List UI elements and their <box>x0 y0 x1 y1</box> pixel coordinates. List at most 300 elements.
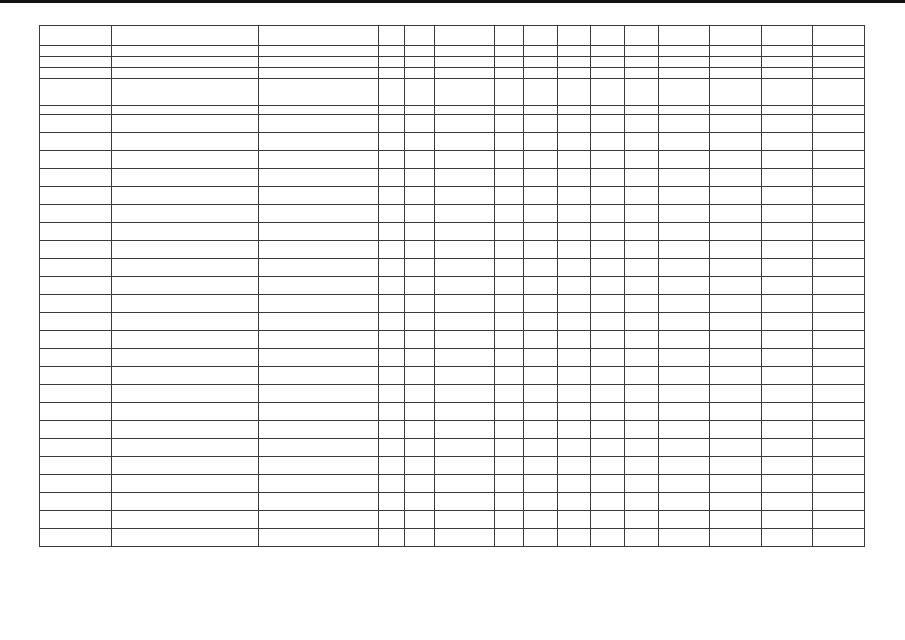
cell-code-d <box>625 349 659 367</box>
cell-code-c <box>591 241 625 259</box>
cell-description <box>111 151 258 169</box>
cell-sum-1 <box>658 79 710 106</box>
cell-grbs <box>378 475 405 493</box>
cell-code-d <box>625 511 659 529</box>
cell-code-a <box>524 133 558 151</box>
cell-sum-3 <box>761 68 813 79</box>
cell-target-article <box>434 493 495 511</box>
cell-expense-type <box>495 313 524 331</box>
cell-grbs <box>378 331 405 349</box>
cell-name <box>40 205 112 223</box>
table-row <box>40 223 865 241</box>
cell-code-d <box>625 259 659 277</box>
cell-code-b <box>557 295 591 313</box>
cell-section <box>405 57 434 68</box>
cell-code-a <box>524 511 558 529</box>
cell-code-d <box>625 313 659 331</box>
cell-target-article <box>434 241 495 259</box>
cell-executor <box>258 385 378 403</box>
cell-sum-1 <box>658 421 710 439</box>
cell-expense-type <box>495 68 524 79</box>
cell-code-b <box>557 79 591 106</box>
cell-code-a <box>524 79 558 106</box>
cell-sum-4 <box>813 493 865 511</box>
cell-sum-2 <box>710 277 762 295</box>
cell-executor <box>258 511 378 529</box>
cell-code-d <box>625 385 659 403</box>
cell-expense-type <box>495 241 524 259</box>
cell-section <box>405 169 434 187</box>
cell-sum-4 <box>813 223 865 241</box>
cell-sum-3 <box>761 223 813 241</box>
cell-code-c <box>591 385 625 403</box>
cell-expense-type <box>495 223 524 241</box>
table-row <box>40 106 865 115</box>
cell-expense-type <box>495 511 524 529</box>
cell-executor <box>258 241 378 259</box>
cell-code-d <box>625 68 659 79</box>
cell-code-b <box>557 151 591 169</box>
cell-description <box>111 259 258 277</box>
cell-sum-1 <box>658 151 710 169</box>
cell-code-d <box>625 295 659 313</box>
cell-sum-1 <box>658 259 710 277</box>
cell-sum-1 <box>658 106 710 115</box>
cell-section <box>405 493 434 511</box>
cell-sum-1 <box>658 187 710 205</box>
cell-name <box>40 403 112 421</box>
cell-sum-2 <box>710 46 762 57</box>
cell-grbs <box>378 367 405 385</box>
cell-code-b <box>557 457 591 475</box>
cell-target-article <box>434 511 495 529</box>
cell-sum-3 <box>761 106 813 115</box>
cell-code-b <box>557 277 591 295</box>
cell-target-article <box>434 295 495 313</box>
cell-code-d <box>625 106 659 115</box>
table-row <box>40 475 865 493</box>
cell-expense-type <box>495 46 524 57</box>
cell-sum-1 <box>658 133 710 151</box>
cell-code-a <box>524 313 558 331</box>
cell-description <box>111 57 258 68</box>
cell-sum-3 <box>761 475 813 493</box>
cell-target-article <box>434 277 495 295</box>
cell-code-c <box>591 475 625 493</box>
table-row <box>40 439 865 457</box>
cell-sum-4 <box>813 529 865 547</box>
cell-section <box>405 439 434 457</box>
cell-sum-1 <box>658 313 710 331</box>
cell-target-article <box>434 115 495 133</box>
cell-grbs <box>378 277 405 295</box>
cell-sum-1 <box>658 511 710 529</box>
cell-target-article <box>434 331 495 349</box>
cell-target-article <box>434 205 495 223</box>
cell-code-b <box>557 475 591 493</box>
table-row <box>40 511 865 529</box>
cell-sum-1 <box>658 403 710 421</box>
cell-description <box>111 241 258 259</box>
table-row <box>40 79 865 106</box>
cell-target-article <box>434 46 495 57</box>
cell-sum-1 <box>658 241 710 259</box>
cell-code-c <box>591 169 625 187</box>
cell-executor <box>258 187 378 205</box>
cell-sum-3 <box>761 46 813 57</box>
cell-name <box>40 169 112 187</box>
cell-sum-1 <box>658 331 710 349</box>
cell-code-a <box>524 169 558 187</box>
table-row <box>40 241 865 259</box>
cell-grbs <box>378 46 405 57</box>
cell-sum-3 <box>761 205 813 223</box>
cell-target-article <box>434 79 495 106</box>
cell-description <box>111 277 258 295</box>
cell-executor <box>258 223 378 241</box>
cell-grbs <box>378 79 405 106</box>
cell-sum-3 <box>761 367 813 385</box>
cell-sum-4 <box>813 241 865 259</box>
cell-grbs <box>378 313 405 331</box>
cell-name <box>40 106 112 115</box>
cell-code-d <box>625 26 659 46</box>
cell-grbs <box>378 205 405 223</box>
cell-sum-4 <box>813 106 865 115</box>
cell-sum-2 <box>710 439 762 457</box>
cell-section <box>405 457 434 475</box>
cell-sum-2 <box>710 457 762 475</box>
cell-section <box>405 403 434 421</box>
cell-sum-4 <box>813 68 865 79</box>
cell-sum-1 <box>658 439 710 457</box>
cell-code-b <box>557 367 591 385</box>
cell-sum-3 <box>761 511 813 529</box>
cell-target-article <box>434 529 495 547</box>
cell-section <box>405 79 434 106</box>
table-row <box>40 187 865 205</box>
cell-executor <box>258 439 378 457</box>
cell-expense-type <box>495 79 524 106</box>
cell-description <box>111 511 258 529</box>
cell-code-b <box>557 313 591 331</box>
cell-expense-type <box>495 106 524 115</box>
cell-code-a <box>524 68 558 79</box>
cell-expense-type <box>495 57 524 68</box>
cell-sum-2 <box>710 385 762 403</box>
cell-sum-2 <box>710 529 762 547</box>
cell-code-c <box>591 46 625 57</box>
cell-sum-2 <box>710 367 762 385</box>
cell-target-article <box>434 421 495 439</box>
cell-sum-3 <box>761 259 813 277</box>
cell-sum-2 <box>710 223 762 241</box>
cell-code-c <box>591 187 625 205</box>
cell-executor <box>258 106 378 115</box>
cell-grbs <box>378 151 405 169</box>
table-row <box>40 313 865 331</box>
table-row <box>40 349 865 367</box>
cell-grbs <box>378 349 405 367</box>
table-row <box>40 295 865 313</box>
cell-section <box>405 106 434 115</box>
cell-expense-type <box>495 259 524 277</box>
cell-sum-1 <box>658 385 710 403</box>
cell-sum-2 <box>710 205 762 223</box>
cell-target-article <box>434 68 495 79</box>
cell-sum-1 <box>658 367 710 385</box>
cell-code-c <box>591 68 625 79</box>
table-row <box>40 115 865 133</box>
cell-grbs <box>378 259 405 277</box>
cell-code-c <box>591 439 625 457</box>
cell-name <box>40 187 112 205</box>
cell-code-d <box>625 421 659 439</box>
cell-name <box>40 475 112 493</box>
cell-name <box>40 313 112 331</box>
cell-code-d <box>625 115 659 133</box>
cell-section <box>405 223 434 241</box>
cell-description <box>111 205 258 223</box>
cell-code-d <box>625 475 659 493</box>
cell-section <box>405 241 434 259</box>
cell-code-b <box>557 205 591 223</box>
cell-section <box>405 421 434 439</box>
cell-target-article <box>434 223 495 241</box>
cell-code-c <box>591 295 625 313</box>
cell-section <box>405 295 434 313</box>
cell-sum-2 <box>710 313 762 331</box>
cell-sum-3 <box>761 313 813 331</box>
cell-sum-2 <box>710 106 762 115</box>
cell-expense-type <box>495 385 524 403</box>
cell-code-a <box>524 241 558 259</box>
cell-name <box>40 421 112 439</box>
cell-code-b <box>557 57 591 68</box>
cell-code-d <box>625 241 659 259</box>
cell-code-c <box>591 529 625 547</box>
cell-section <box>405 68 434 79</box>
cell-name <box>40 439 112 457</box>
cell-code-a <box>524 349 558 367</box>
cell-expense-type <box>495 331 524 349</box>
cell-code-c <box>591 367 625 385</box>
cell-code-a <box>524 475 558 493</box>
cell-sum-4 <box>813 57 865 68</box>
cell-target-article <box>434 106 495 115</box>
cell-code-c <box>591 205 625 223</box>
cell-name <box>40 115 112 133</box>
cell-executor <box>258 367 378 385</box>
cell-description <box>111 223 258 241</box>
cell-sum-1 <box>658 349 710 367</box>
cell-sum-4 <box>813 115 865 133</box>
cell-grbs <box>378 133 405 151</box>
cell-code-d <box>625 529 659 547</box>
cell-grbs <box>378 493 405 511</box>
cell-description <box>111 385 258 403</box>
cell-section <box>405 187 434 205</box>
cell-description <box>111 331 258 349</box>
cell-code-c <box>591 313 625 331</box>
cell-target-article <box>434 313 495 331</box>
cell-sum-2 <box>710 133 762 151</box>
cell-expense-type <box>495 475 524 493</box>
cell-executor <box>258 403 378 421</box>
table-row <box>40 457 865 475</box>
cell-section <box>405 277 434 295</box>
cell-sum-4 <box>813 26 865 46</box>
cell-target-article <box>434 457 495 475</box>
cell-sum-3 <box>761 295 813 313</box>
cell-code-a <box>524 439 558 457</box>
cell-grbs <box>378 187 405 205</box>
cell-code-a <box>524 457 558 475</box>
cell-section <box>405 475 434 493</box>
cell-grbs <box>378 26 405 46</box>
cell-code-d <box>625 223 659 241</box>
table-row <box>40 151 865 169</box>
cell-description <box>111 475 258 493</box>
cell-description <box>111 187 258 205</box>
cell-sum-4 <box>813 133 865 151</box>
cell-name <box>40 26 112 46</box>
cell-executor <box>258 79 378 106</box>
cell-code-c <box>591 106 625 115</box>
cell-code-c <box>591 115 625 133</box>
cell-expense-type <box>495 169 524 187</box>
cell-code-b <box>557 511 591 529</box>
cell-grbs <box>378 241 405 259</box>
cell-description <box>111 349 258 367</box>
cell-name <box>40 46 112 57</box>
cell-grbs <box>378 223 405 241</box>
cell-target-article <box>434 169 495 187</box>
cell-target-article <box>434 475 495 493</box>
cell-code-a <box>524 151 558 169</box>
cell-sum-4 <box>813 367 865 385</box>
cell-code-d <box>625 277 659 295</box>
cell-sum-4 <box>813 385 865 403</box>
cell-name <box>40 331 112 349</box>
cell-sum-3 <box>761 241 813 259</box>
cell-code-c <box>591 493 625 511</box>
cell-expense-type <box>495 493 524 511</box>
cell-name <box>40 68 112 79</box>
cell-code-c <box>591 79 625 106</box>
cell-executor <box>258 475 378 493</box>
cell-executor <box>258 421 378 439</box>
cell-code-b <box>557 169 591 187</box>
cell-code-b <box>557 331 591 349</box>
cell-section <box>405 331 434 349</box>
cell-code-d <box>625 57 659 68</box>
cell-section <box>405 151 434 169</box>
cell-expense-type <box>495 115 524 133</box>
cell-sum-4 <box>813 151 865 169</box>
cell-sum-2 <box>710 421 762 439</box>
cell-target-article <box>434 187 495 205</box>
cell-grbs <box>378 295 405 313</box>
cell-sum-3 <box>761 403 813 421</box>
cell-section <box>405 385 434 403</box>
cell-sum-2 <box>710 115 762 133</box>
cell-sum-3 <box>761 187 813 205</box>
cell-executor <box>258 313 378 331</box>
cell-executor <box>258 457 378 475</box>
table-row <box>40 26 865 46</box>
cell-code-b <box>557 241 591 259</box>
cell-code-a <box>524 26 558 46</box>
cell-code-d <box>625 457 659 475</box>
cell-sum-3 <box>761 133 813 151</box>
cell-section <box>405 26 434 46</box>
cell-code-d <box>625 205 659 223</box>
cell-name <box>40 57 112 68</box>
cell-target-article <box>434 133 495 151</box>
cell-code-b <box>557 223 591 241</box>
cell-sum-1 <box>658 26 710 46</box>
cell-code-c <box>591 57 625 68</box>
cell-code-a <box>524 205 558 223</box>
cell-code-c <box>591 277 625 295</box>
cell-code-c <box>591 403 625 421</box>
cell-grbs <box>378 169 405 187</box>
cell-code-d <box>625 151 659 169</box>
cell-code-a <box>524 259 558 277</box>
cell-sum-2 <box>710 241 762 259</box>
cell-section <box>405 259 434 277</box>
cell-grbs <box>378 115 405 133</box>
cell-sum-4 <box>813 403 865 421</box>
cell-sum-1 <box>658 223 710 241</box>
cell-target-article <box>434 259 495 277</box>
cell-code-b <box>557 115 591 133</box>
cell-name <box>40 349 112 367</box>
table-row <box>40 277 865 295</box>
cell-executor <box>258 46 378 57</box>
table-row <box>40 331 865 349</box>
cell-name <box>40 529 112 547</box>
cell-executor <box>258 169 378 187</box>
cell-name <box>40 241 112 259</box>
cell-sum-3 <box>761 57 813 68</box>
cell-sum-1 <box>658 169 710 187</box>
cell-sum-3 <box>761 349 813 367</box>
cell-code-a <box>524 277 558 295</box>
cell-name <box>40 457 112 475</box>
cell-sum-4 <box>813 511 865 529</box>
cell-sum-2 <box>710 26 762 46</box>
cell-target-article <box>434 151 495 169</box>
cell-description <box>111 421 258 439</box>
cell-section <box>405 133 434 151</box>
cell-sum-2 <box>710 493 762 511</box>
cell-sum-3 <box>761 151 813 169</box>
cell-sum-3 <box>761 115 813 133</box>
table-row <box>40 259 865 277</box>
cell-code-a <box>524 106 558 115</box>
cell-code-c <box>591 26 625 46</box>
cell-name <box>40 493 112 511</box>
cell-sum-1 <box>658 115 710 133</box>
cell-code-a <box>524 529 558 547</box>
cell-code-c <box>591 349 625 367</box>
cell-name <box>40 151 112 169</box>
cell-expense-type <box>495 205 524 223</box>
cell-section <box>405 529 434 547</box>
cell-code-c <box>591 331 625 349</box>
